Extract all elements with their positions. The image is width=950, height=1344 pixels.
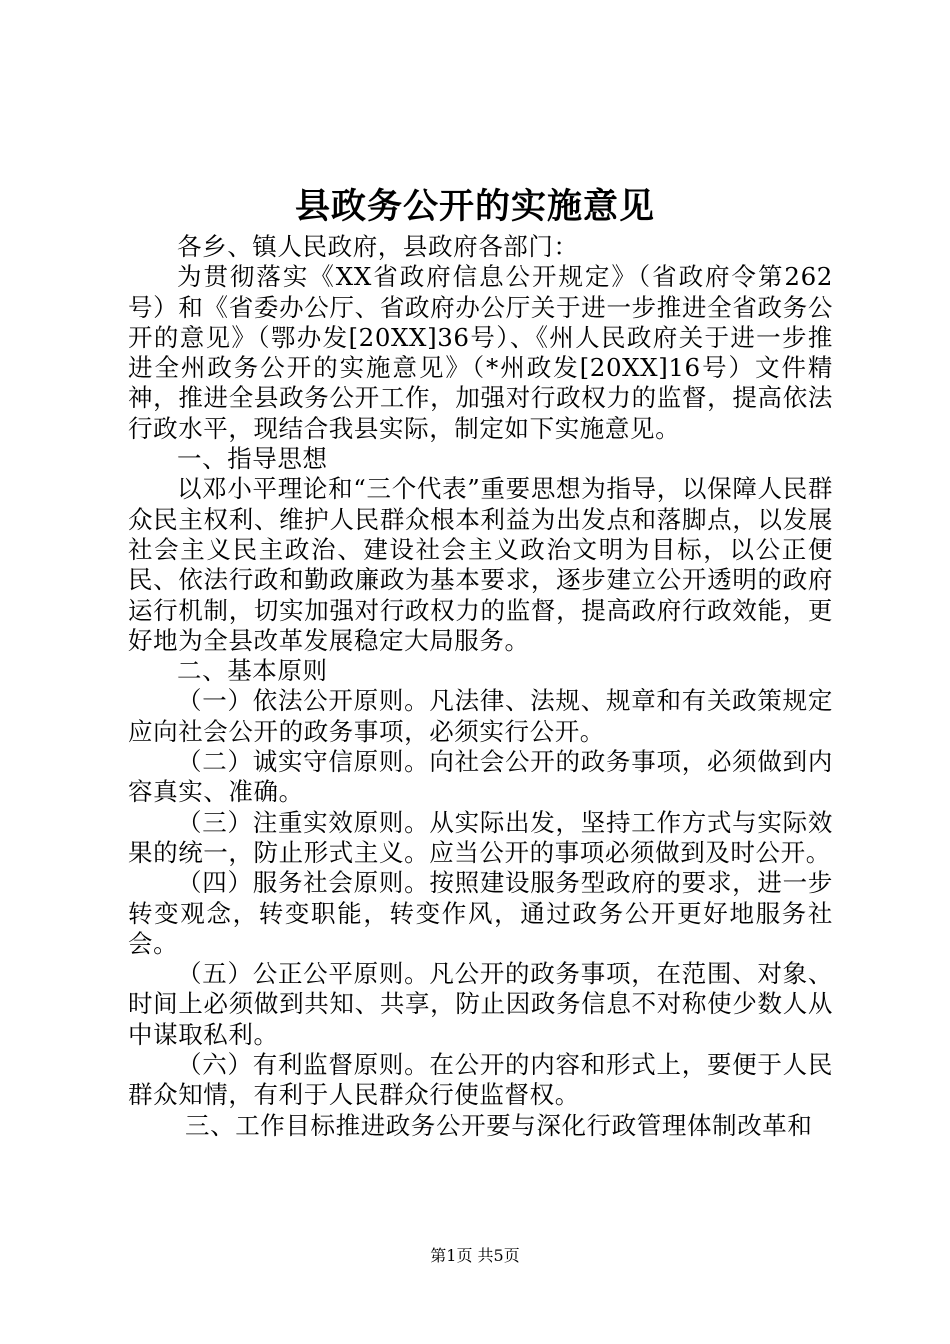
section-heading-guiding-ideology: 一、指导思想 bbox=[177, 444, 328, 474]
principle-5: （五）公正公平原则。凡公开的政务事项，在范围、对象、时间上必须做到共知、共享，防止因政务信息不对称使少数人从中谋取私利。 bbox=[128, 959, 833, 1049]
salutation: 各乡、镇人民政府，县政府各部门： bbox=[177, 232, 579, 261]
document-title: 县政务公开的实施意见 bbox=[294, 186, 655, 227]
page-footer: 第1页 共5页 bbox=[430, 1246, 520, 1265]
principle-2: （二）诚实守信原则。向社会公开的政务事项，必须做到内容真实、准确。 bbox=[128, 747, 833, 807]
section-heading-basic-principles: 二、基本原则 bbox=[177, 656, 328, 686]
section-heading-work-goals: 三、工作目标推进政务公开要与深化行政管理体制改革和 bbox=[185, 1110, 813, 1140]
principle-3: （三）注重实效原则。从实际出发，坚持工作方式与实际效果的统一，防止形式主义。应当公开的事项必须做到及时公开。 bbox=[128, 807, 833, 867]
principle-6: （六）有利监督原则。在公开的内容和形式上，要便于人民群众知情，有利于人民群众行使监督权。 bbox=[128, 1050, 833, 1110]
principle-4: （四）服务社会原则。按照建设服务型政府的要求，进一步转变观念，转变职能，转变作风，通过政务公开更好地服务社会。 bbox=[128, 868, 833, 958]
principle-1: （一）依法公开原则。凡法律、法规、规章和有关政策规定应向社会公开的政务事项，必须实行公开。 bbox=[128, 686, 833, 746]
paragraph-guiding-ideology: 以邓小平理论和“三个代表”重要思想为指导，以保障人民群众民主权利、维护人民群众根本利益为出发点和落脚点，以发展社会主义民主政治、建设社会主义政治文明为目标，以公正便民、依法行政和勤政廉政为基本要求，逐步建立公开透明的政府运行机制，切实加强对行政权力的监督，提高政府行政效能，更好地为全县改革发展稳定大局服务。 bbox=[128, 474, 833, 655]
document-body bbox=[128, 232, 833, 1141]
paragraph-preamble: 为贯彻落实《XX省政府信息公开规定》（省政府令第262号）和《省委办公厅、省政府办公厅关于进一步推进全省政务公开的意见》（鄂办发[20XX]36号）、《州人民政府关于进一步推进全州政务公开的实施意见》（*州政发[20XX]16号）文件精神，推进全县政务公开工作，加强对行政权力的监督，提高依法行政水平，现结合我县实际，制定如下实施意见。 bbox=[128, 262, 833, 443]
